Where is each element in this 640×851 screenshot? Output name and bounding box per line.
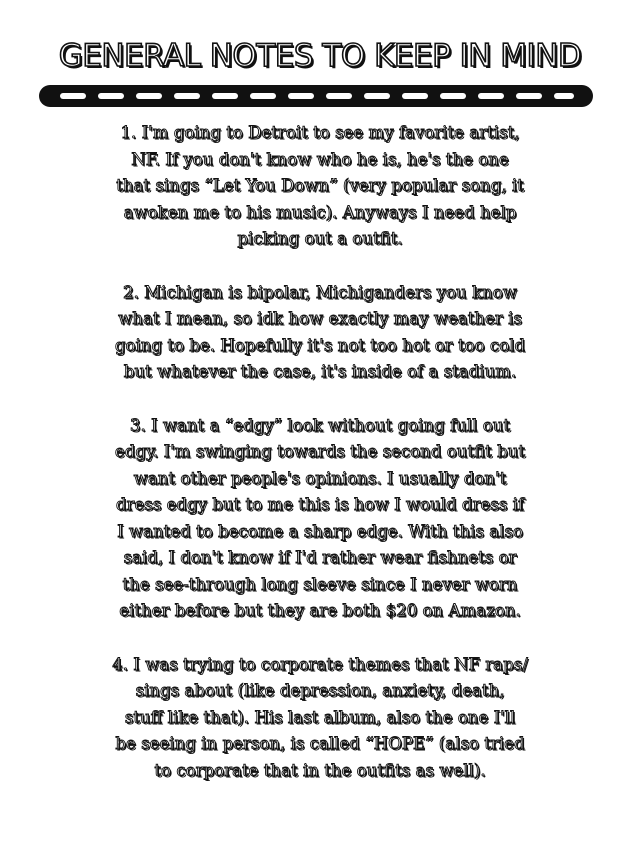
note-3: 3. I want a “edgy” look without going full out edgy. I'm swinging towards the second outfit but want other people's opinions. I usually don't dress edgy but to me this is how I would dress if I wanted to become a sharp edge. With this also said, I don't know if I'd rather wear fishnets or the see-through long sleeve since I never worn either before but they are both $20 on Amazon. <box>114 415 526 620</box>
dashed-divider <box>38 84 594 108</box>
note-1: 1. I'm going to Detroit to see my favorite artist, NF. If you don't know who he is, he's the one that sings “Let You Down” (very popular song, it awoken me to his music). Anyways I need help picking out a outfit. <box>116 123 524 248</box>
page-title: GENERAL NOTES TO KEEP IN MIND <box>58 38 582 74</box>
notes-list <box>80 120 560 811</box>
note-2: 2. Michigan is bipolar, Michiganders you know what I mean, so idk how exactly may weather is going to be. Hopefully it's not too hot or too cold but whatever the case, it's inside of a stadium. <box>114 282 526 381</box>
note-4: 4. I was trying to corporate themes that NF raps/ sings about (like depression, anxiety, death, stuff like that). His last album, also the one I'll be seeing in person, is called “HOPE” (also tried to corporate that in the outfits as well). <box>112 654 528 780</box>
